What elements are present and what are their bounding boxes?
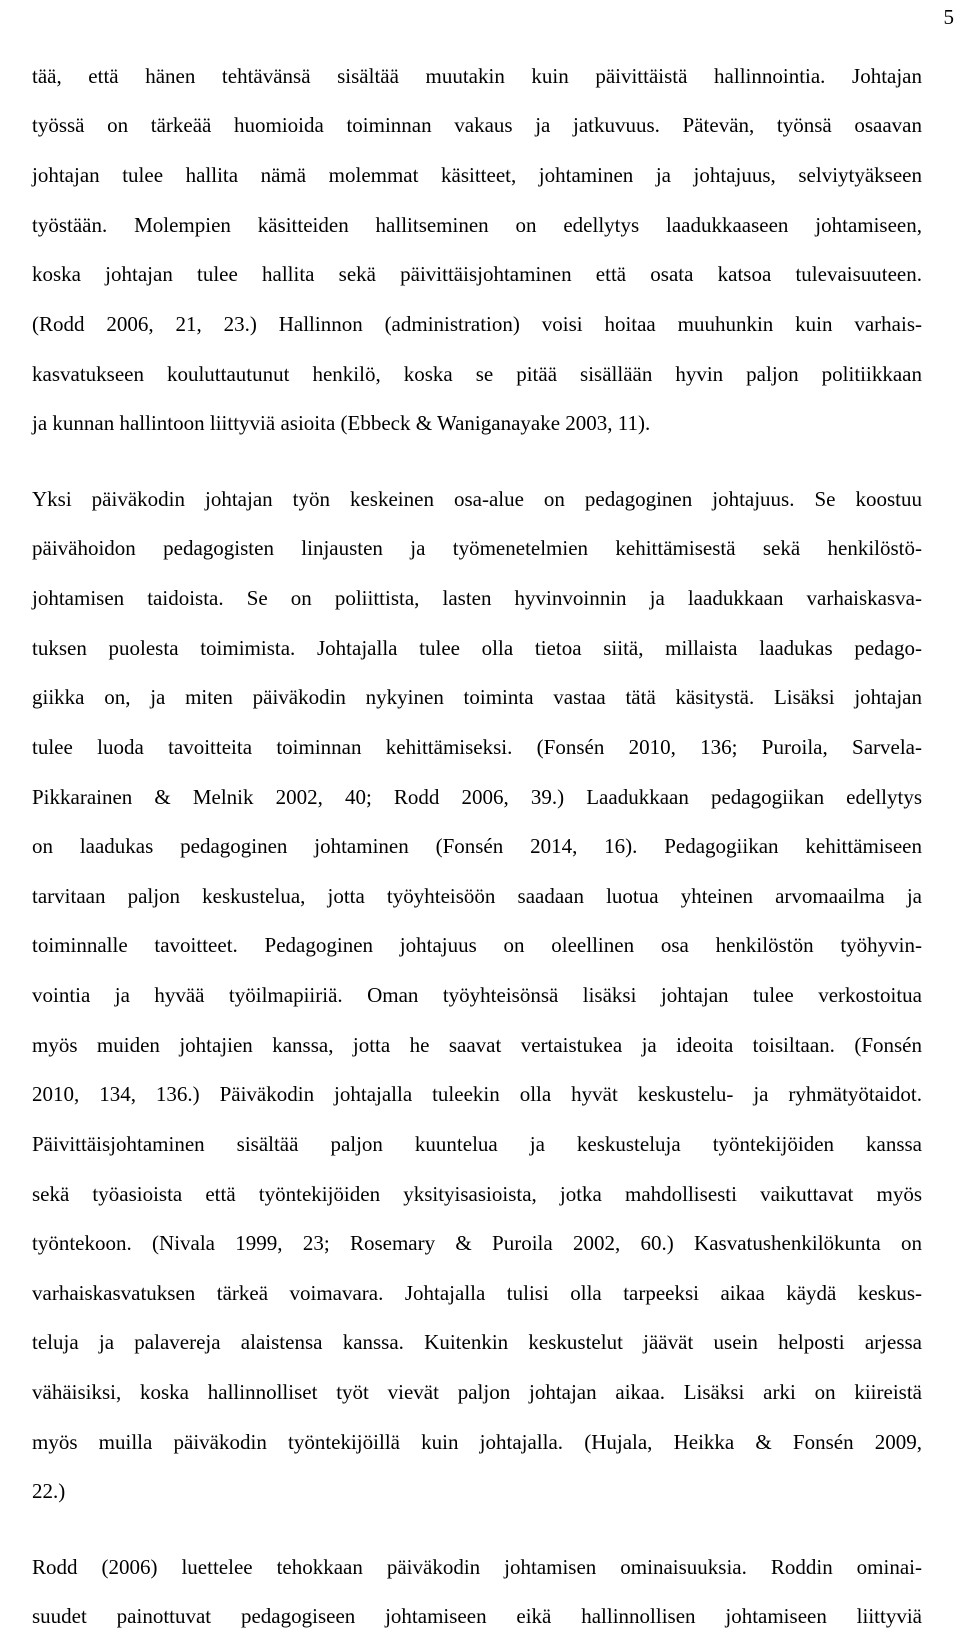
text-line: Pikkarainen & Melnik 2002, 40; Rodd 2006, 39.) Laadukkaan pedagogiikan edellytys <box>32 785 922 809</box>
text-line: myös muiden johtajien kanssa, jotta he saavat vertaistukea ja ideoita toisiltaan. (Fonsén <box>32 1033 922 1057</box>
text-line: tulee luoda tavoitteita toiminnan kehittämiseksi. (Fonsén 2010, 136; Puroila, Sarvela- <box>32 735 922 759</box>
text-line: Päivittäisjohtaminen sisältää paljon kuuntelua ja keskusteluja työntekijöiden kanssa <box>32 1132 922 1156</box>
text-line: myös muilla päiväkodin työntekijöillä kuin johtajalla. (Hujala, Heikka & Fonsén 2009, <box>32 1430 922 1454</box>
text-line: 22.) <box>32 1479 66 1503</box>
text-line: päivähoidon pedagogisten linjausten ja työmenetelmien kehittämisestä sekä henkilöstö- <box>32 536 922 560</box>
text-line: Yksi päiväkodin johtajan työn keskeinen osa-alue on pedagoginen johtajuus. Se koostuu <box>32 487 922 511</box>
text-line: koska johtajan tulee hallita sekä päivittäisjohtaminen että osata katsoa tulevaisuuteen. <box>32 262 922 286</box>
text-line: johtajan tulee hallita nämä molemmat käsitteet, johtaminen ja johtajuus, selviytyäkseen <box>32 163 922 187</box>
text-line: 2010, 134, 136.) Päiväkodin johtajalla tuleekin olla hyvät keskustelu- ja ryhmätyötaidot. <box>32 1082 922 1106</box>
text-line: vähäisiksi, koska hallinnolliset työt vievät paljon johtajan aikaa. Lisäksi arki on kiireistä <box>32 1380 922 1404</box>
text-line: sekä työasioista että työntekijöiden yksityisasioista, jotka mahdollisesti vaikuttavat myös <box>32 1182 922 1206</box>
text-line: toiminnalle tavoitteet. Pedagoginen johtajuus on oleellinen osa henkilöstön työhyvin- <box>32 933 922 957</box>
text-line: vointia ja hyvää työilmapiiriä. Oman työyhteisönsä lisäksi johtajan tulee verkostoitua <box>32 983 922 1007</box>
text-line: suudet painottuvat pedagogiseen johtamiseen eikä hallinnollisen johtamiseen liittyviä <box>32 1604 922 1628</box>
text-line: työstään. Molempien käsitteiden hallitseminen on edellytys laadukkaaseen johtamiseen, <box>32 213 922 237</box>
text-line: ja kunnan hallintoon liittyviä asioita (Ebbeck & Waniganayake 2003, 11). <box>32 411 651 435</box>
text-line: työntekoon. (Nivala 1999, 23; Rosemary & Puroila 2002, 60.) Kasvatushenkilökunta on <box>32 1231 922 1255</box>
text-line: (Rodd 2006, 21, 23.) Hallinnon (administration) voisi hoitaa muuhunkin kuin varhais- <box>32 312 922 336</box>
text-line: teluja ja palavereja alaistensa kanssa. Kuitenkin keskustelut jäävät usein helposti arjessa <box>32 1330 922 1354</box>
text-line: varhaiskasvatuksen tärkeä voimavara. Johtajalla tulisi olla tarpeeksi aikaa käydä keskus- <box>32 1281 922 1305</box>
text-line: tää, että hänen tehtävänsä sisältää muutakin kuin päivittäistä hallinnointia. Johtajan <box>32 64 922 88</box>
text-line: giikka on, ja miten päiväkodin nykyinen toiminta vastaa tätä käsitystä. Lisäksi johtajan <box>32 685 922 709</box>
text-line: Rodd (2006) luettelee tehokkaan päiväkodin johtamisen ominaisuuksia. Roddin ominai- <box>32 1555 922 1579</box>
text-line: työssä on tärkeää huomioida toiminnan vakaus ja jatkuvuus. Pätevän, työnsä osaavan <box>32 113 922 137</box>
page-number: 5 <box>943 5 954 29</box>
text-line: on laadukas pedagoginen johtaminen (Fonsén 2014, 16). Pedagogiikan kehittämiseen <box>32 834 922 858</box>
text-line: kasvatukseen kouluttautunut henkilö, koska se pitää sisällään hyvin paljon politiikkaan <box>32 362 922 386</box>
text-line: tuksen puolesta toimimista. Johtajalla tulee olla tietoa siitä, millaista laadukas pedago- <box>32 636 922 660</box>
text-line: johtamisen taidoista. Se on poliittista, lasten hyvinvoinnin ja laadukkaan varhaiskasva- <box>32 586 922 610</box>
text-line: tarvitaan paljon keskustelua, jotta työyhteisöön saadaan luotua yhteinen arvomaailma ja <box>32 884 922 908</box>
